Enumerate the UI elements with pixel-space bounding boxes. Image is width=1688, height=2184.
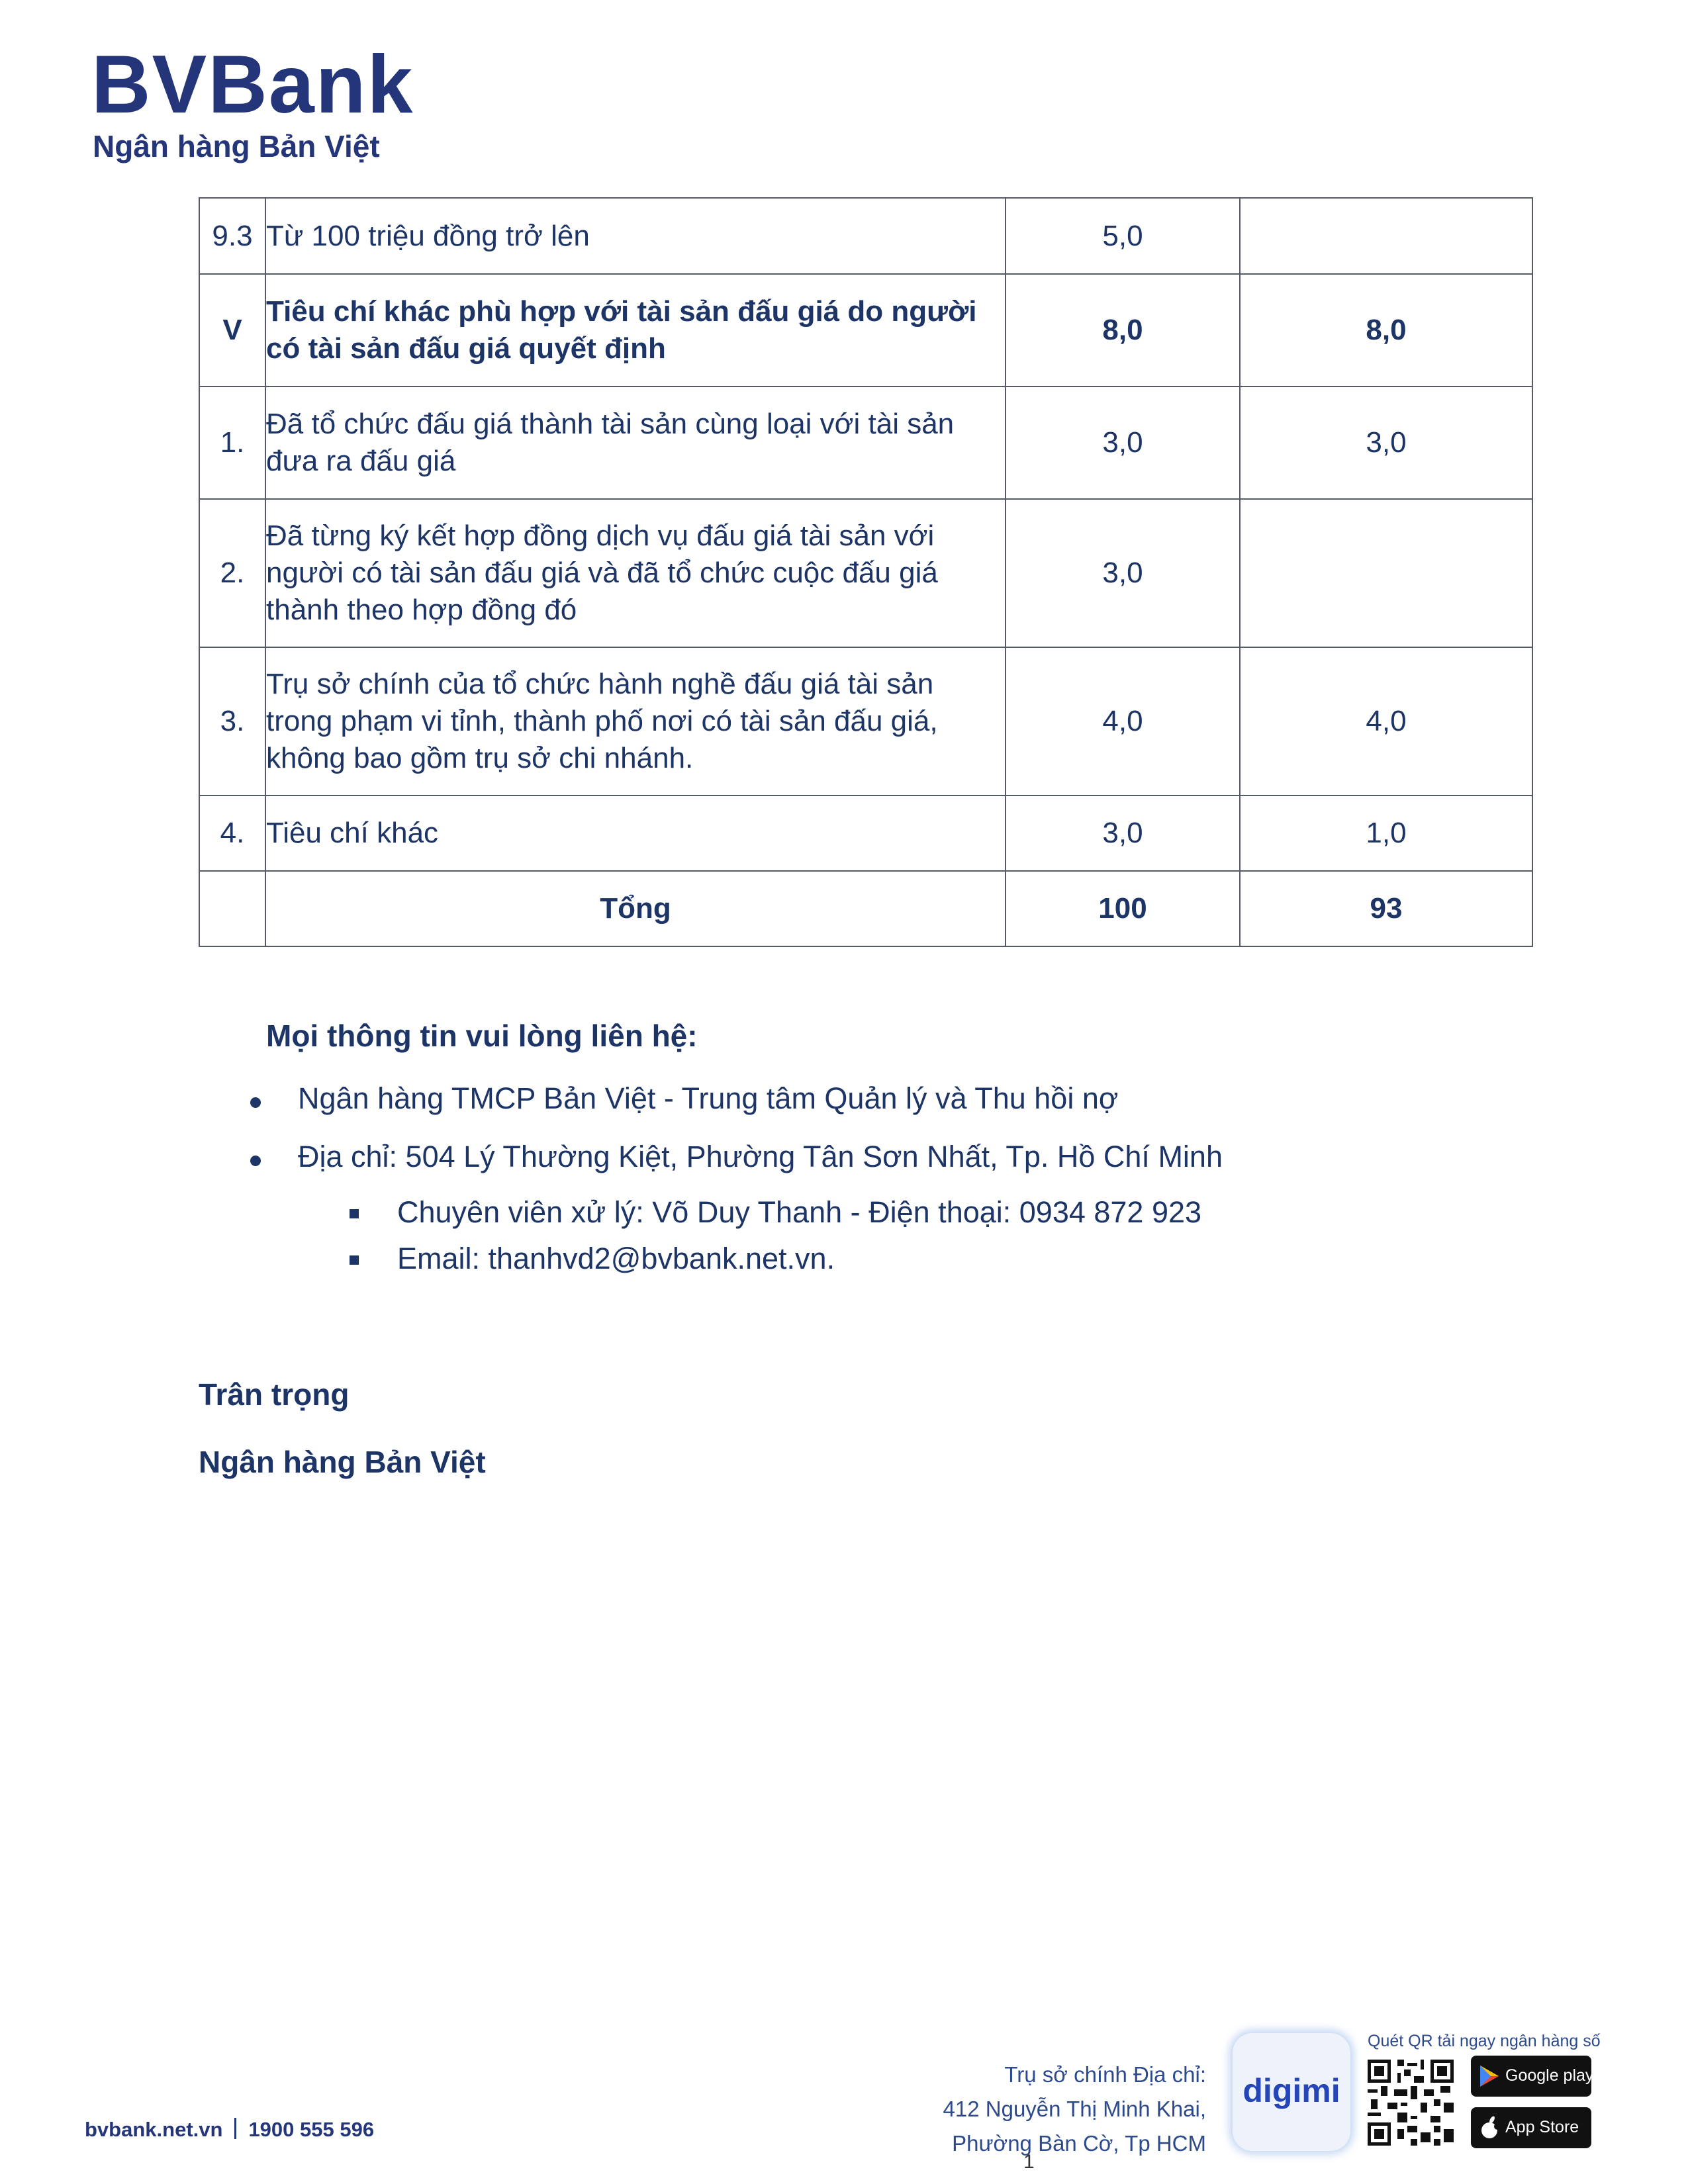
row-description: Tiêu chí khác xyxy=(265,796,1006,871)
contact-address: Địa chỉ: 504 Lý Thường Kiệt, Phường Tân Sơn Nhất, Tp. Hồ Chí Minh xyxy=(298,1140,1223,1173)
row-number: 9.3 xyxy=(199,198,265,274)
row-score: 4,0 xyxy=(1240,647,1532,796)
row-number: 1. xyxy=(199,387,265,499)
contact-title: Mọi thông tin vui lòng liên hệ: xyxy=(266,1019,698,1053)
table-row xyxy=(199,198,1532,274)
total-score: 93 xyxy=(1240,871,1532,946)
table-row xyxy=(199,796,1532,871)
row-score xyxy=(1240,198,1532,274)
table-row xyxy=(199,274,1532,387)
footer-hq-line2: Phường Bàn Cờ, Tp HCM xyxy=(952,2131,1206,2156)
row-description: Tiêu chí khác phù hợp với tài sản đấu giá do người có tài sản đấu giá quyết định xyxy=(265,274,1006,387)
criteria-table xyxy=(199,197,1533,947)
row-score xyxy=(1240,499,1532,647)
footer-hotline[interactable]: 1900 555 596 xyxy=(248,2118,375,2141)
logo-subtitle: Ngân hàng Bản Việt xyxy=(93,129,380,163)
bullet-dot-icon xyxy=(250,1097,261,1108)
qr-caption: Quét QR tải ngay ngân hàng số xyxy=(1368,2032,1601,2050)
bullet-square-icon xyxy=(350,1255,359,1265)
closing-regards: Trân trọng xyxy=(199,1377,350,1412)
row-max-score: 4,0 xyxy=(1006,647,1240,796)
footer-divider xyxy=(234,2118,236,2139)
table-row xyxy=(199,499,1532,647)
table-row xyxy=(199,647,1532,796)
total-max-score: 100 xyxy=(1006,871,1240,946)
bvbank-logo xyxy=(91,39,449,176)
row-description: Từ 100 triệu đồng trở lên xyxy=(265,198,1006,274)
closing-signature: Ngân hàng Bản Việt xyxy=(199,1445,486,1479)
row-number: 4. xyxy=(199,796,265,871)
qr-code-icon[interactable] xyxy=(1368,2060,1454,2146)
row-max-score: 8,0 xyxy=(1006,274,1240,387)
contact-officer: Chuyên viên xử lý: Võ Duy Thanh - Điện thoại: 0934 872 923 xyxy=(397,1195,1202,1229)
apple-icon xyxy=(1477,2116,1501,2140)
total-label: Tổng xyxy=(265,871,1006,946)
digimi-label: digimi xyxy=(1243,2072,1340,2109)
row-score: 3,0 xyxy=(1240,387,1532,499)
digimi-app-icon[interactable] xyxy=(1233,2033,1350,2151)
contact-bank-name: Ngân hàng TMCP Bản Việt - Trung tâm Quản lý và Thu hồi nợ xyxy=(298,1081,1119,1115)
app-store-label: App Store xyxy=(1505,2118,1579,2136)
row-description: Đã tổ chức đấu giá thành tài sản cùng loại với tài sản đưa ra đấu giá xyxy=(265,387,1006,499)
app-store-badge[interactable] xyxy=(1471,2107,1591,2148)
google-play-label: Google play xyxy=(1505,2066,1594,2085)
table-row xyxy=(199,387,1532,499)
footer-website[interactable]: bvbank.net.vn xyxy=(85,2118,223,2141)
bullet-dot-icon xyxy=(250,1156,261,1166)
bullet-square-icon xyxy=(350,1209,359,1218)
footer-hq-line1: 412 Nguyễn Thị Minh Khai, xyxy=(943,2097,1206,2121)
row-max-score: 3,0 xyxy=(1006,387,1240,499)
row-number: 3. xyxy=(199,647,265,796)
row-number: 2. xyxy=(199,499,265,647)
total-empty-cell xyxy=(199,871,265,946)
row-description: Đã từng ký kết hợp đồng dịch vụ đấu giá tài sản với người có tài sản đấu giá và đã tổ chức cuộc đấu giá thành theo hợp đồng đó xyxy=(265,499,1006,647)
row-max-score: 3,0 xyxy=(1006,796,1240,871)
row-number: V xyxy=(199,274,265,387)
row-description: Trụ sở chính của tổ chức hành nghề đấu giá tài sản trong phạm vi tỉnh, thành phố nơi có tài sản đấu giá, không bao gồm trụ sở chi nhánh. xyxy=(265,647,1006,796)
logo-wordmark: BVBank xyxy=(91,39,414,130)
row-max-score: 3,0 xyxy=(1006,499,1240,647)
row-score: 1,0 xyxy=(1240,796,1532,871)
google-play-icon xyxy=(1477,2064,1501,2088)
footer-hq-label: Trụ sở chính Địa chỉ: xyxy=(1004,2062,1206,2087)
google-play-badge[interactable] xyxy=(1471,2056,1594,2097)
table-total-row xyxy=(199,871,1532,946)
row-score: 8,0 xyxy=(1240,274,1532,387)
row-max-score: 5,0 xyxy=(1006,198,1240,274)
page-number: 1 xyxy=(1023,2151,1035,2173)
contact-email: Email: thanhvd2@bvbank.net.vn. xyxy=(397,1242,835,1275)
footer-contact xyxy=(85,2118,374,2142)
